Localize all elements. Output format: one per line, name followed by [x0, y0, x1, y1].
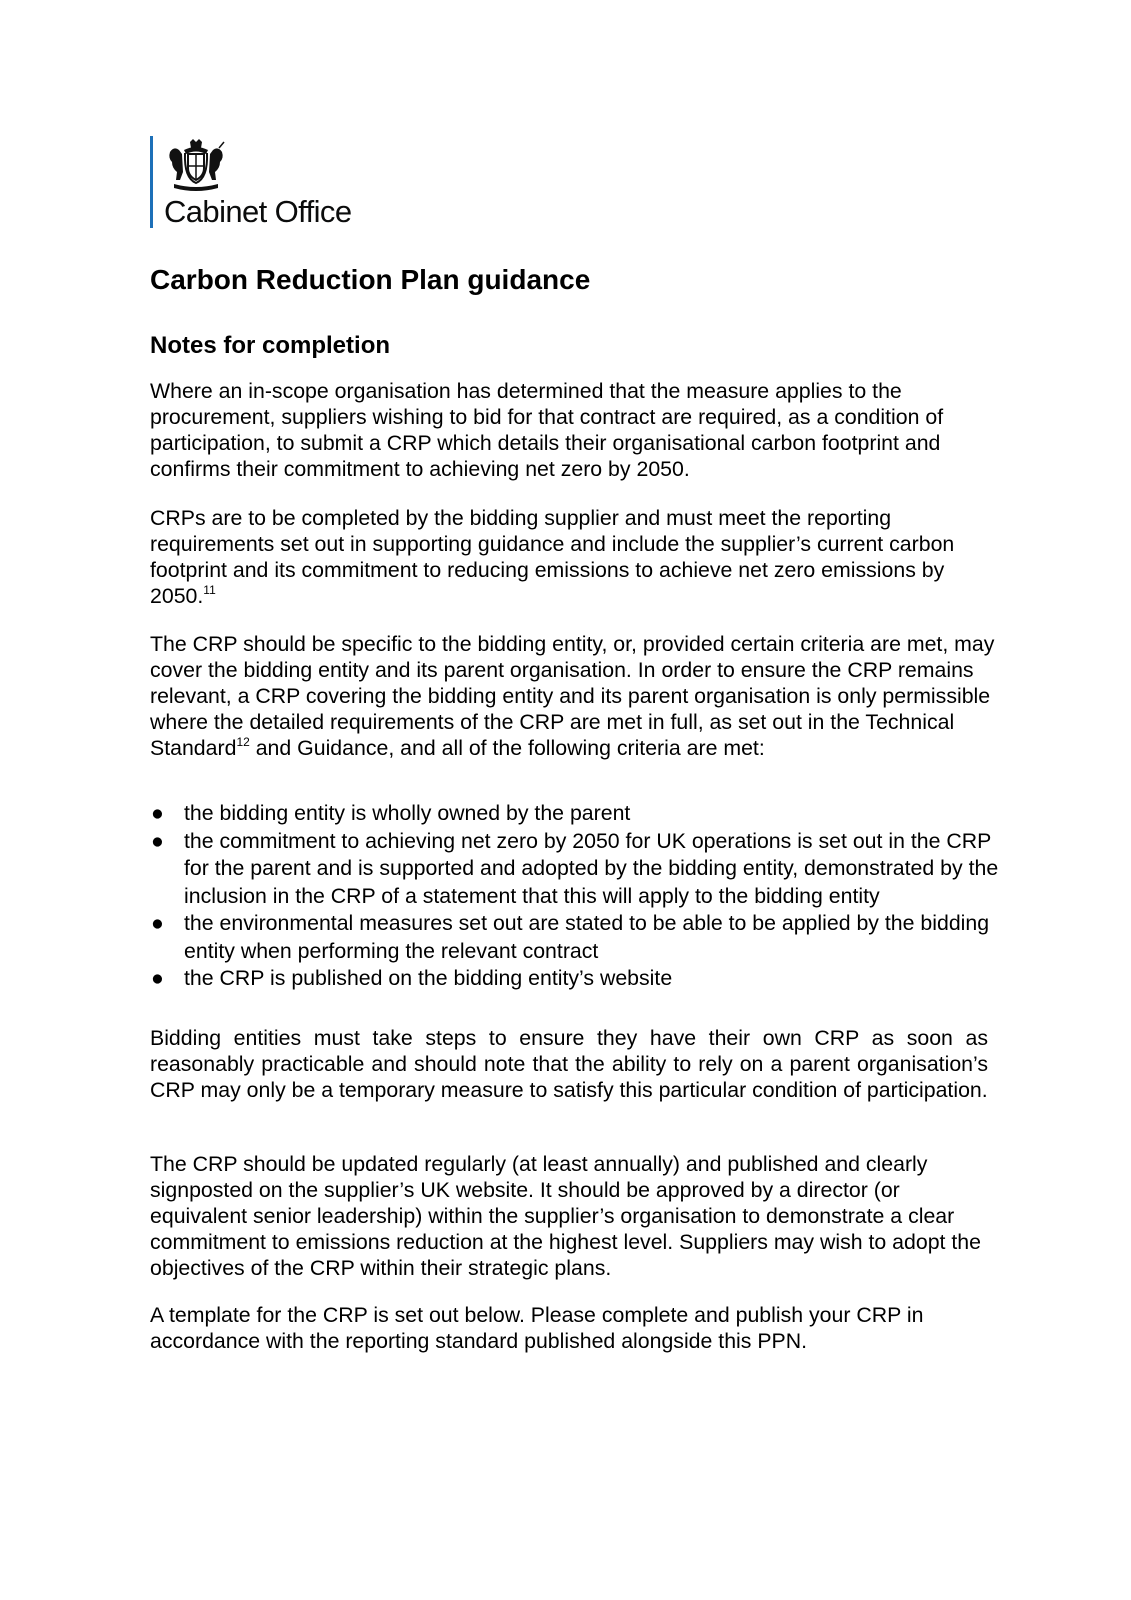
- bullet-icon: ●: [151, 911, 164, 935]
- paragraph-conditions: Where an in-scope organisation has determined that the measure applies to the procurement, suppliers wishing to bid for that contract are required, as a condition of participation, to submit a CRP which details their organisational carbon footprint and confirms their commitment to achieving net zero by 2050.: [150, 379, 944, 481]
- bullet-icon: ●: [151, 828, 164, 853]
- list-item-text: the bidding entity is wholly owned by the parent: [184, 801, 631, 825]
- paragraph-parent-organisation: [150, 631, 1000, 761]
- list-item: [150, 965, 1000, 993]
- page-title: Carbon Reduction Plan guidance: [150, 264, 591, 295]
- list-item-text: the commitment to achieving net zero by 2050 for UK operations is set out in the CRP for the parent and is supported and adopted by the bidding entity, demonstrated by the inclusion in the CRP of a statement that this will apply to the bidding entity: [184, 828, 999, 908]
- list-item: [150, 828, 1000, 911]
- paragraph-update-crp: The CRP should be updated regularly (at least annually) and published and clearly signposted on the supplier’s UK website. It should be approved by a director (or equivalent senior leadership) within the supplier’s organisation to demonstrate a clear commitment to emissions reduction at the highest level. Suppliers may wish to adopt the objectives of the CRP within their strategic plans.: [150, 1152, 981, 1280]
- paragraph-text: and Guidance, and all of the following criteria are met:: [249, 736, 765, 760]
- bullet-icon: ●: [151, 966, 164, 990]
- footnote-ref-12: 12: [236, 734, 250, 749]
- paragraph-text: CRPs are to be completed by the bidding supplier and must meet the reporting requirements set out in supporting guidance and include the supplier’s current carbon footprint and its commitment to reducing emissions to achieve net zero emissions by 2050.: [150, 506, 955, 608]
- logo-bar: [150, 136, 153, 228]
- list-item: [150, 800, 1000, 828]
- paragraph-crp-completion: [150, 505, 1000, 609]
- list-item: [150, 910, 1000, 965]
- bullet-icon: ●: [151, 801, 164, 825]
- organisation-name: Cabinet Office: [164, 194, 352, 229]
- list-item-text: the environmental measures set out are stated to be able to be applied by the bidding entity when performing the relevant contract: [184, 911, 990, 963]
- paragraph-template: A template for the CRP is set out below. Please complete and publish your CRP in accordance with the reporting standard published alongside this PPN.: [150, 1303, 924, 1353]
- criteria-list: [150, 800, 1000, 993]
- paragraph-own-crp: Bidding entities must take steps to ensure they have their own CRP as soon as reasonably practicable and should note that the ability to rely on a parent organisation’s CRP may only be a temporary measure to satisfy this particular condition of participation.: [150, 1026, 988, 1102]
- section-heading: Notes for completion: [150, 332, 391, 359]
- list-item-text: the CRP is published on the bidding entity’s website: [184, 966, 673, 990]
- footnote-ref-11: 11: [203, 582, 216, 597]
- royal-coat-of-arms-icon: [164, 138, 228, 192]
- paragraph-text: The CRP should be specific to the bidding entity, or, provided certain criteria are met, may cover the bidding entity and its parent organisation. In order to ensure the CRP remains relevant, a CRP covering the bidding entity and its parent organisation is only permissible where the detailed requirements of the CRP are met in full, as set out in the Technical Standard: [150, 632, 995, 760]
